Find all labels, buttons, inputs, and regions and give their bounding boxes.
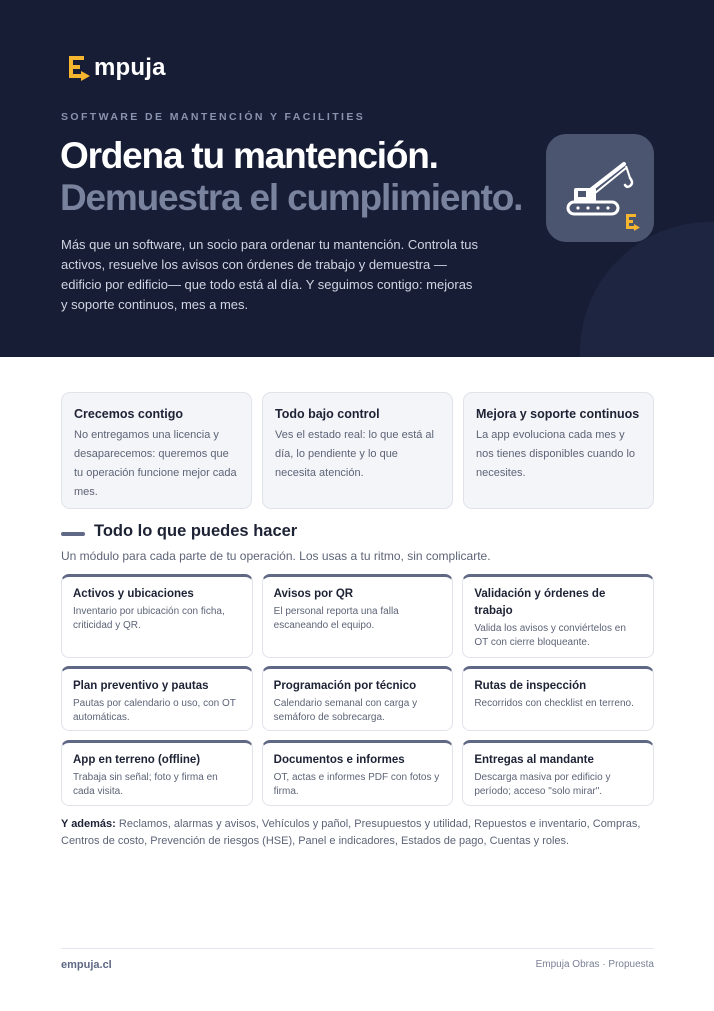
value-card bbox=[262, 392, 453, 509]
module-grid bbox=[61, 574, 654, 658]
value-card-title: Mejora y soporte continuos bbox=[476, 407, 640, 421]
section-subtitle: Un módulo para cada parte de tu operación. Los usas a tu ritmo, sin complicarte. bbox=[61, 549, 491, 563]
module-title: Validación y órdenes de trabajo bbox=[474, 588, 606, 617]
extra-modules-text: Reclamos, alarmas y avisos, Vehículos y pañol, Presupuestos y utilidad, Repuestos e inventario, Compras, Centros de costo, Prevención de riesgos (HSE), Panel e indicadores, Estados de pago, Cuentas y roles. bbox=[61, 818, 641, 847]
section-title: Todo lo que puedes hacer bbox=[94, 522, 298, 540]
crane-app-icon bbox=[546, 134, 654, 242]
module-title: Activos y ubicaciones bbox=[73, 588, 194, 600]
hero-eyebrow: SOFTWARE DE MANTENCIÓN Y FACILITIES bbox=[61, 111, 366, 123]
module-card bbox=[61, 740, 253, 806]
module-title: Rutas de inspección bbox=[474, 680, 587, 692]
hero-lead: Más que un software, un socio para ordenar tu mantención. Controla tus activos, resuelve los avisos con órdenes de trabajo y demuestra —edificio por edificio— que todo está al día. Y seguimos contigo: mejoras y soporte continuos, mes a mes. bbox=[61, 237, 478, 312]
module-title: Programación por técnico bbox=[273, 680, 417, 692]
value-card-title: Crecemos contigo bbox=[74, 407, 184, 421]
value-card-text: Ves el estado real: lo que está al día, lo pendiente y lo que necesita atención. bbox=[275, 429, 434, 479]
module-text: Inventario por ubicación con ficha, criticidad y QR. bbox=[73, 606, 225, 631]
module-card bbox=[61, 666, 253, 731]
empuja-logo bbox=[68, 52, 166, 84]
section-accent-bar bbox=[61, 532, 85, 536]
module-text: El personal reporta una falla escaneando el equipo. bbox=[273, 606, 399, 631]
module-card bbox=[262, 574, 454, 658]
module-card bbox=[462, 740, 654, 806]
module-text: Trabaja sin señal; foto y firma en cada visita. bbox=[73, 772, 218, 797]
module-text: Valida los avisos y conviértelos en OT con cierre bloqueante. bbox=[474, 623, 626, 648]
module-grid-row3 bbox=[61, 740, 654, 806]
extra-modules bbox=[61, 816, 661, 850]
module-text: Pautas por calendario o uso, con OT automáticas. bbox=[73, 698, 236, 723]
hero-title-line1: Ordena tu mantención. bbox=[60, 135, 438, 176]
value-card-text: No entregamos una licencia y desaparecemos: queremos que tu operación funcione mejor cada mes. bbox=[74, 429, 237, 498]
footer-site-link[interactable]: empuja.cl bbox=[61, 959, 112, 971]
hero-banner bbox=[0, 0, 714, 357]
module-card bbox=[462, 574, 654, 658]
module-text: Calendario semanal con carga y semáforo de sobrecarga. bbox=[273, 698, 418, 723]
decorative-circle bbox=[580, 222, 714, 357]
module-title: Entregas al mandante bbox=[474, 754, 594, 766]
module-text: Recorridos con checklist en terreno. bbox=[474, 698, 634, 709]
module-title: Avisos por QR bbox=[273, 588, 354, 600]
value-cards bbox=[61, 392, 654, 509]
module-card bbox=[462, 666, 654, 731]
value-card bbox=[61, 392, 252, 509]
module-text: Descarga masiva por edificio y período; acceso "solo mirar". bbox=[474, 772, 611, 797]
value-card-title: Todo bajo control bbox=[275, 407, 380, 421]
module-title: App en terreno (offline) bbox=[73, 754, 201, 766]
value-card bbox=[463, 392, 654, 509]
crane-icon bbox=[546, 134, 654, 242]
module-title: Documentos e informes bbox=[273, 754, 405, 766]
module-grid-row2 bbox=[61, 666, 654, 731]
footer-divider bbox=[61, 948, 654, 949]
footer-doc-label: Empuja Obras · Propuesta bbox=[535, 959, 654, 970]
module-title: Plan preventivo y pautas bbox=[73, 680, 209, 692]
module-text: OT, actas e informes PDF con fotos y firma. bbox=[273, 772, 440, 797]
value-card-text: La app evoluciona cada mes y nos tienes disponibles cuando lo necesites. bbox=[476, 429, 636, 479]
module-card bbox=[262, 666, 454, 731]
logo-e-icon bbox=[68, 53, 92, 83]
logo-wordmark: mpuja bbox=[94, 54, 166, 81]
extra-modules-label: Y además: bbox=[61, 818, 116, 830]
hero-title-line2: Demuestra el cumplimiento. bbox=[60, 177, 523, 218]
module-card bbox=[262, 740, 454, 806]
module-card bbox=[61, 574, 253, 658]
